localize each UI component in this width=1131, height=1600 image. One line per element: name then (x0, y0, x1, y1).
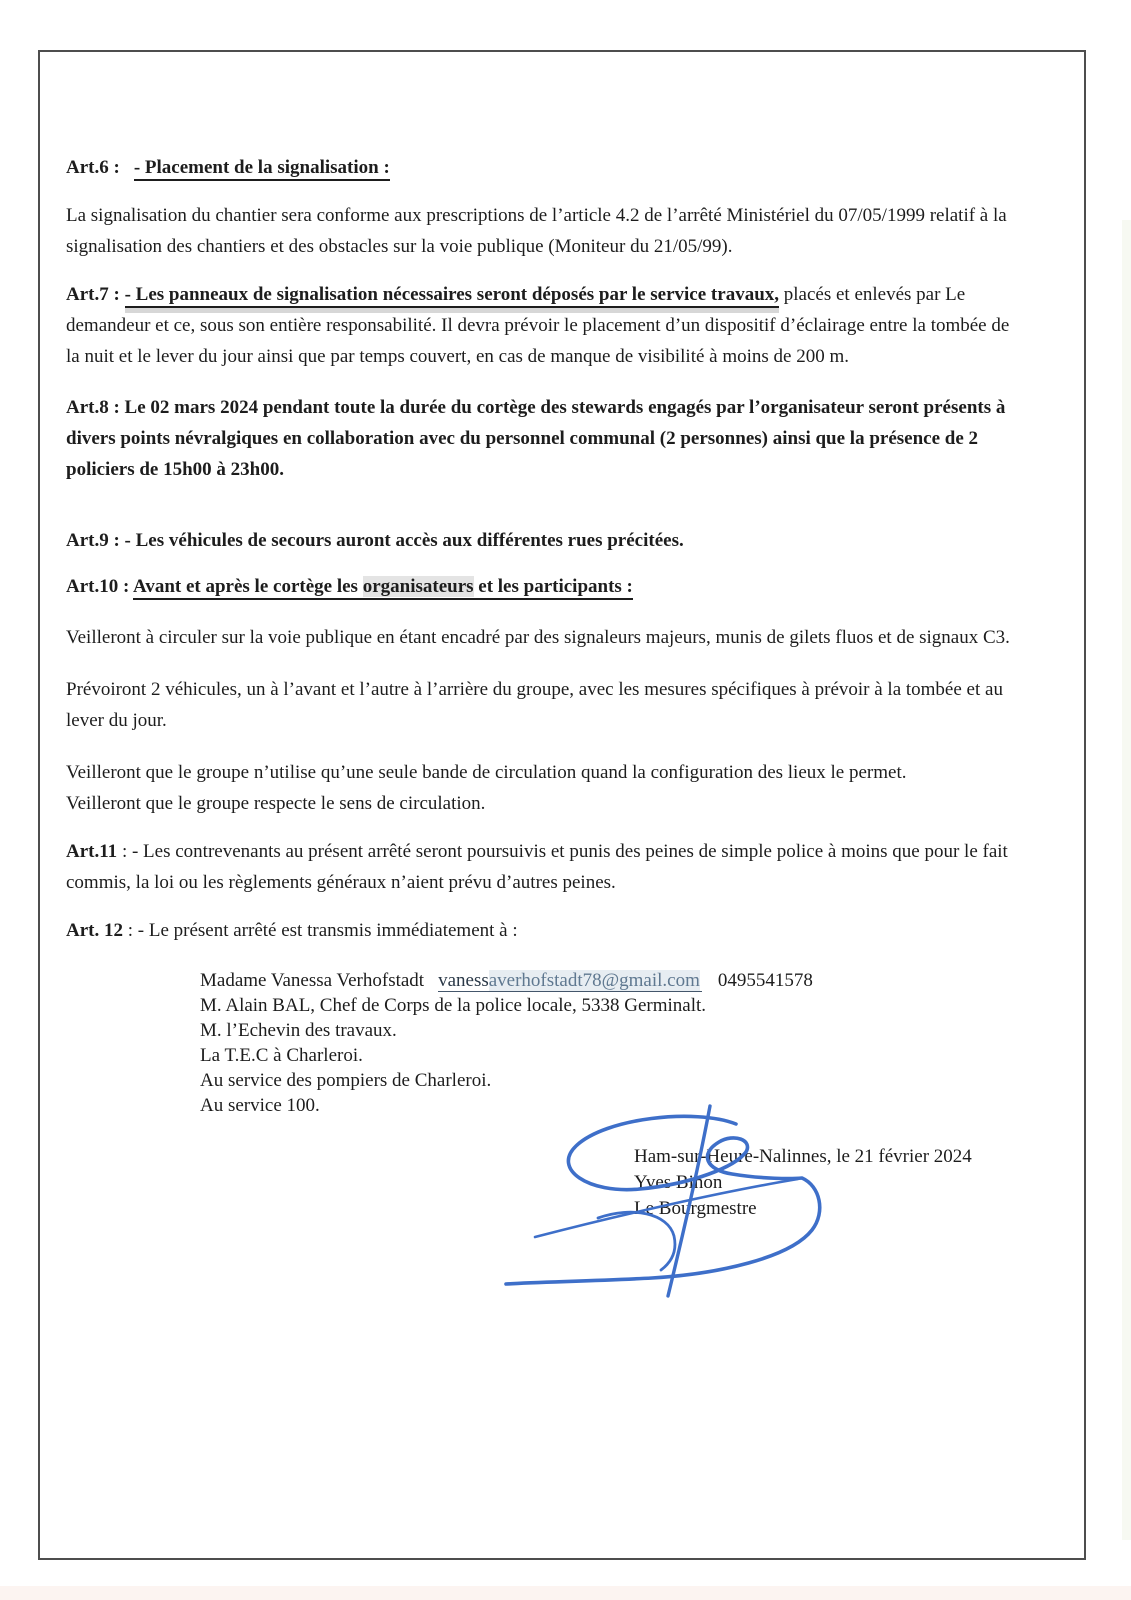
scan-edge-artifact-right (1122, 220, 1131, 1540)
paragraph-signalisation: La signalisation du chantier sera conforme aux prescriptions de l’article 4.2 de l’arrêté Ministériel du 07/05/1999 relatif à la signalisation des chantiers et des obstacles sur la voie publique (Moniteur du 21/05/99). (66, 205, 1007, 257)
article-10-title-pre: Avant et après le cortège les (133, 576, 363, 597)
recipient-line-service-100: Au service 100. (200, 1095, 320, 1116)
recipient-name: Madame Vanessa Verhofstadt (200, 970, 425, 991)
article-12-text: : - Le présent arrêté est transmis immédiatement à : (122, 920, 518, 941)
scan-edge-artifact-bottom (0, 1586, 1131, 1600)
closing-place-date: Ham-sur-Heure-Nalinnes, le 21 février 2024 (634, 1146, 972, 1167)
article-6-title: - Placement de la signalisation : (134, 157, 390, 181)
recipients-list (200, 968, 1010, 1118)
paragraph-prevoiront: Prévoiront 2 véhicules, un à l’avant et l’autre à l’arrière du groupe, avec les mesures spécifiques à prévoir à la tombée et au lever du jour. (66, 679, 1003, 731)
article-10-title-highlight: organisateurs (362, 576, 474, 597)
signer-title: Le Bourgmestre (634, 1198, 757, 1219)
signer-name: Yves Binon (634, 1172, 723, 1193)
article-11-text: : - Les contrevenants au présent arrêté seront poursuivis et punis des peines de simple police à moins que pour le fait commis, la loi ou les règlements généraux n’aient prévu d’autres peines. (66, 841, 1008, 893)
paragraph-sens-circulation: Veilleront que le groupe respecte le sens de circulation. (66, 793, 486, 814)
recipient-email (438, 970, 702, 992)
article-10-title (133, 576, 633, 600)
article-7-paragraph (66, 279, 1010, 372)
article-7-label: Art.7 : (66, 284, 120, 305)
article-10-label: Art.10 : (66, 576, 130, 597)
article-8-paragraph: Art.8 : Le 02 mars 2024 pendant toute la durée du cortège des stewards engagés par l’organisateur seront présents à divers points névralgiques en collaboration avec du personnel communal (2 personnes) ainsi que la présence de 2 policiers de 15h00 à 23h00. (66, 397, 1006, 480)
article-10-title-post: et les participants : (473, 576, 633, 597)
recipient-line-verhofstadt (200, 968, 1010, 993)
article-9-paragraph: Art.9 : - Les véhicules de secours auront accès aux différentes rues précitées. (66, 530, 684, 551)
closing-block (634, 1144, 1010, 1222)
article-10-heading (66, 571, 1010, 602)
recipient-phone: 0495541578 (717, 970, 813, 991)
article-11-label: Art.11 (66, 841, 118, 862)
article-6-label: Art.6 : (66, 157, 120, 178)
article-12-label: Art. 12 (66, 920, 123, 941)
recipient-line-pompiers: Au service des pompiers de Charleroi. (200, 1070, 492, 1091)
article-11-paragraph (66, 836, 1010, 898)
recipient-line-bal: M. Alain BAL, Chef de Corps de la police locale, 5338 Germinalt. (200, 995, 707, 1016)
email-dark-part: vaness (438, 970, 489, 991)
paragraph-bande-circulation: Veilleront que le groupe n’utilise qu’une seule bande de circulation quand la configuration des lieux le permet. (66, 762, 907, 783)
article-6-heading (66, 152, 1010, 183)
article-7-rest: placés et enlevés par Le demandeur et ce, sous son entière responsabilité. Il devra prévoir le placement d’un dispositif d’éclairage entre la tombée de la nuit et le lever du jour ainsi que par temps couvert, en cas de manque de visibilité à moins de 200 m. (66, 284, 1010, 367)
document-body (40, 52, 1086, 1222)
recipient-line-echevin: M. l’Echevin des travaux. (200, 1020, 397, 1041)
article-12-paragraph (66, 915, 1010, 946)
paragraph-veilleront-circuler: Veilleront à circuler sur la voie publique en étant encadré par des signaleurs majeurs, munis de gilets fluos et de signaux C3. (66, 627, 1010, 648)
email-highlighted-part: averhofstadt78@gmail.com (488, 970, 700, 991)
recipient-line-tec: La T.E.C à Charleroi. (200, 1045, 363, 1066)
article-7-lead: - Les panneaux de signalisation nécessaires seront déposés par le service travaux, (125, 284, 779, 308)
